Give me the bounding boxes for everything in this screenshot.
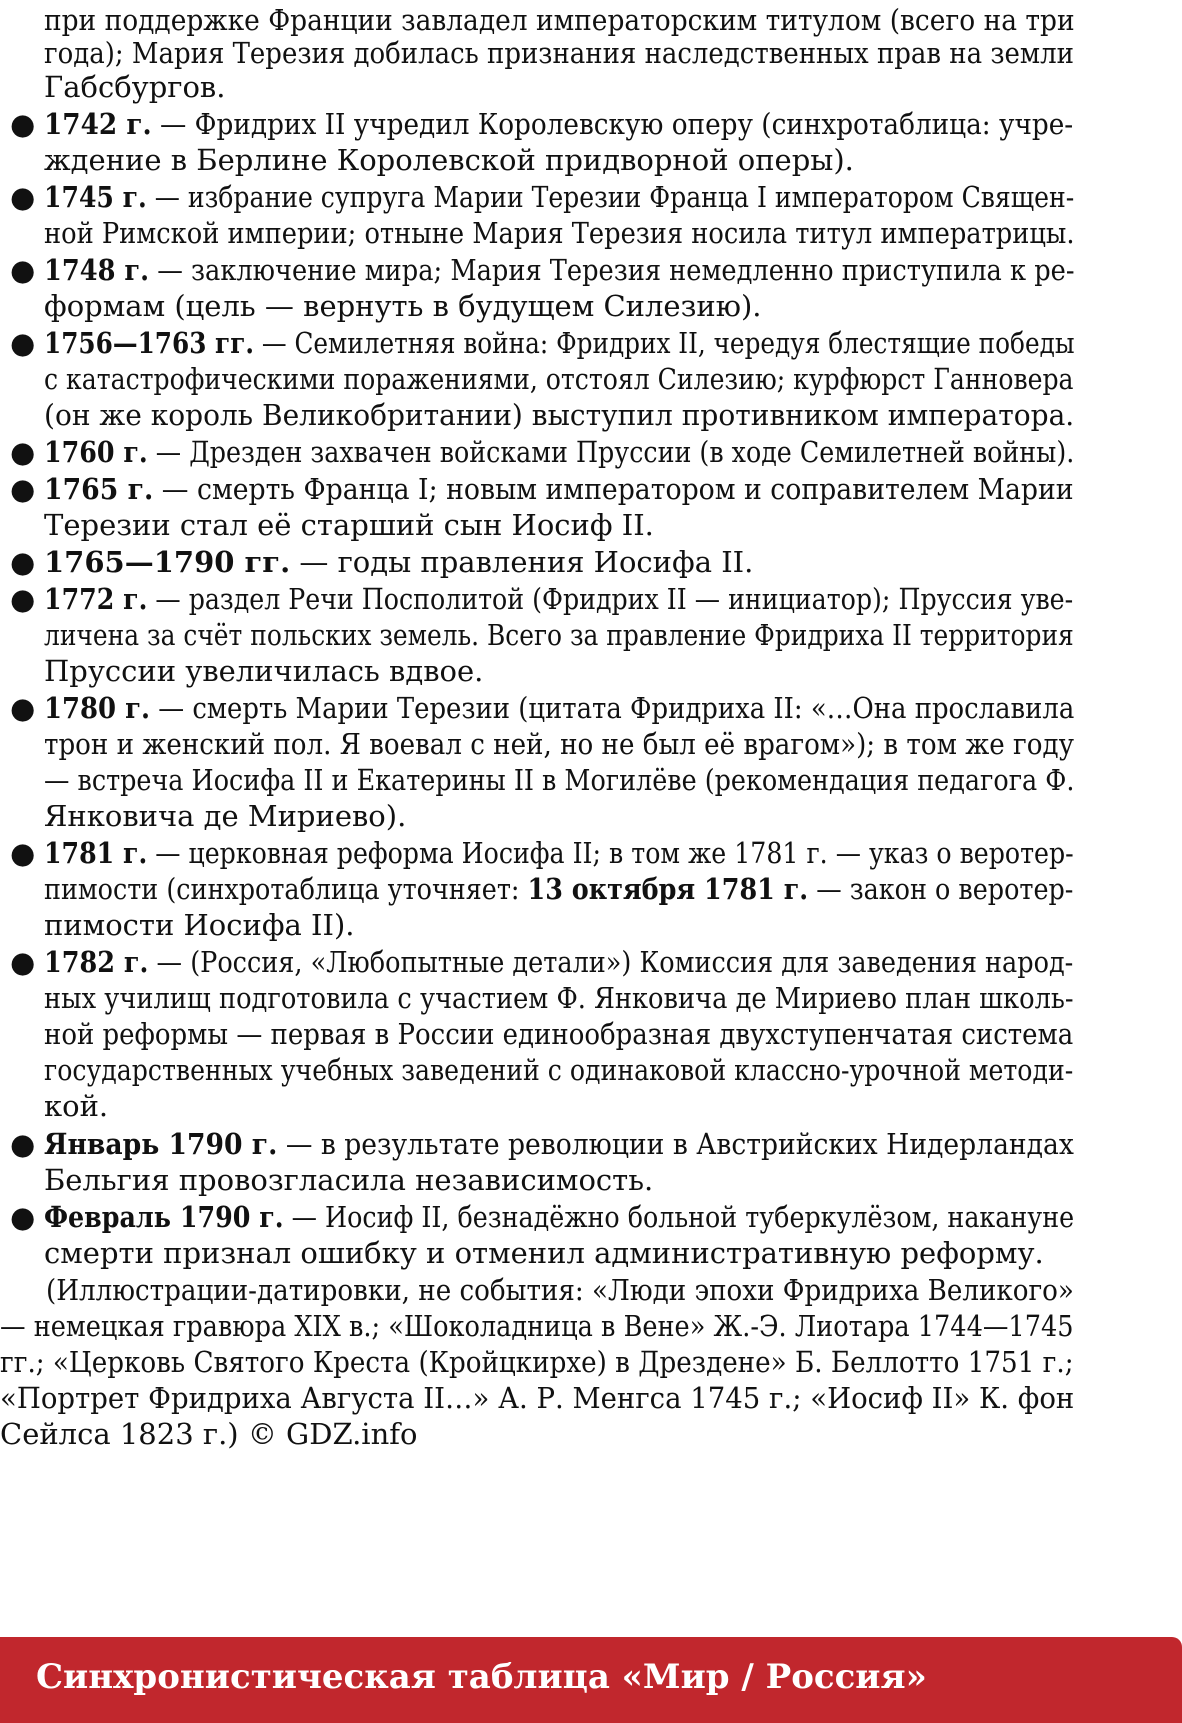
event-text: — Дрезден захвачен войсками Пруссии (в ходе Семилетней войны).	[155, 435, 1075, 469]
event-text: — закон о веротер-	[816, 872, 1074, 906]
event-1772-line	[44, 579, 1074, 619]
event-text: смерти признал ошибку и отменил административную реформу.	[44, 1236, 1044, 1270]
event-text: — избрание супруга Марии Терезии Франца I императором Священ-	[154, 180, 1075, 214]
event-text: — церковная реформа Иосифа II; в том же 1781 г. — указ о веротер-	[155, 836, 1074, 870]
note-line: «Портрет Фридриха Августа II…» А. Р. Менгса 1745 г.; «Иосиф II» К. фон	[0, 1381, 1075, 1415]
banner-title: Синхронистическая таблица «Мир / Россия»	[36, 1657, 927, 1697]
bullet-icon: ●	[10, 1127, 36, 1161]
event-text: — Иосиф II, безнадёжно больной туберкулёзом, накануне	[291, 1200, 1075, 1234]
event-text: — заключение мира; Мария Терезия немедленно приступила к ре-	[157, 253, 1075, 287]
event-text: личена за счёт польских земель. Всего за правление Фридриха II территория	[44, 618, 1074, 652]
bullet-icon: ●	[10, 107, 36, 141]
bullet-icon: ●	[10, 582, 36, 616]
intro-line: при поддержке Франции завладел императорским титулом (всего на три	[44, 3, 1075, 37]
event-1742-line	[44, 104, 1074, 144]
bullet-icon: ●	[10, 253, 36, 287]
event-text: государственных учебных заведений с одинаковой классно-урочной методи-	[44, 1053, 1074, 1087]
event-text: ной Римской империи; отныне Мария Терезия носила титул императрицы.	[44, 216, 1075, 250]
event-text: — Фридрих II учредил Королевскую оперу (синхротаблица: учре-	[160, 107, 1074, 141]
event-date: 1765—1790 гг.	[44, 545, 291, 579]
event-text: ной реформы — первая в России единообразная двухступенчатая система	[44, 1017, 1074, 1051]
note-line: гг.; «Церковь Святого Креста (Кройцкирхе) в Дрездене» Б. Беллотто 1751 г.;	[0, 1345, 1074, 1379]
event-date: Январь 1790 г.	[44, 1127, 278, 1161]
section-banner	[0, 1637, 1182, 1723]
event-text: формам (цель — вернуть в будущем Силезию).	[44, 289, 762, 323]
event-1765-1790-line	[44, 542, 753, 582]
event-1745-line	[44, 177, 1075, 217]
note-line: — немецкая гравюра XIX в.; «Шоколадница в Вене» Ж.-Э. Лиотара 1744—1745	[0, 1309, 1074, 1343]
intro-line: Габсбургов.	[44, 70, 226, 104]
event-date: 1760 г.	[44, 435, 148, 469]
event-jan-1790-line	[44, 1124, 1074, 1164]
event-date: 1782 г.	[44, 945, 149, 979]
event-text: — годы правления Иосифа II.	[299, 545, 754, 579]
event-date: Февраль 1790 г.	[44, 1200, 284, 1234]
event-bold-date: 13 октября 1781 г.	[527, 872, 809, 906]
event-1781-line	[44, 833, 1074, 873]
event-text: — встреча Иосифа II и Екатерины II в Могилёве (рекомендация педагога Ф.	[44, 763, 1075, 797]
bullet-icon: ●	[10, 945, 36, 979]
event-text: Бельгия провозгласила независимость.	[44, 1163, 654, 1197]
bullet-icon: ●	[10, 435, 36, 469]
event-date: 1742 г.	[44, 107, 152, 141]
event-1748-line	[44, 250, 1075, 290]
event-text: ных училищ подготовила с участием Ф. Янковича де Мириево план школь-	[44, 981, 1074, 1015]
event-text: — смерть Франца I; новым императором и соправителем Марии	[161, 472, 1074, 506]
event-1760-line	[44, 432, 1075, 472]
event-text-mixed	[44, 869, 1074, 909]
event-text: пимости (синхротаблица уточняет:	[44, 872, 520, 906]
event-1782-line	[44, 942, 1074, 982]
event-text: — (Россия, «Любопытные детали») Комиссия для заведения народ-	[156, 945, 1074, 979]
event-feb-1790-line	[44, 1197, 1075, 1237]
event-1780-line	[44, 688, 1075, 728]
event-text: — раздел Речи Посполитой (Фридрих II — инициатор); Пруссия уве-	[155, 582, 1074, 616]
bullet-icon: ●	[10, 836, 36, 870]
bullet-icon: ●	[10, 691, 36, 725]
note-line: Сейлса 1823 г.) © GDZ.info	[0, 1417, 418, 1451]
intro-line: года); Мария Терезия добилась признания наследственных прав на земли	[44, 36, 1074, 70]
event-text: кой.	[44, 1089, 109, 1123]
bullet-icon: ●	[10, 180, 36, 214]
event-date: 1781 г.	[44, 836, 148, 870]
event-date: 1780 г.	[44, 691, 150, 725]
event-text: с катастрофическими поражениями, отстоял Силезию; курфюрст Ганновера	[44, 362, 1074, 396]
event-date: 1756—1763 гг.	[44, 326, 254, 360]
event-text: Пруссии увеличилась вдвое.	[44, 654, 484, 688]
event-text: Янковича де Мириево).	[44, 799, 407, 833]
event-1756-line	[44, 323, 1075, 363]
event-text: ждение в Берлине Королевской придворной оперы).	[44, 143, 854, 177]
bullet-icon: ●	[10, 472, 36, 506]
event-text: трон и женский пол. Я воевал с ней, но не был её врагом»); в том же году	[44, 727, 1074, 761]
event-date: 1772 г.	[44, 582, 148, 616]
event-text: (он же король Великобритании) выступил противником императора.	[44, 398, 1075, 432]
note-line: (Иллюстрации-датировки, не события: «Люди эпохи Фридриха Великого»	[46, 1273, 1074, 1307]
event-date: 1748 г.	[44, 253, 150, 287]
event-text: — Семилетняя война: Фридрих II, чередуя блестящие победы	[261, 326, 1075, 360]
bullet-icon: ●	[10, 326, 36, 360]
event-text: Терезии стал её старший сын Иосиф II.	[44, 508, 654, 542]
event-text: — смерть Марии Терезии (цитата Фридриха II: «…Она прославила	[158, 691, 1075, 725]
bullet-icon: ●	[10, 545, 36, 579]
event-text: пимости Иосифа II).	[44, 908, 355, 942]
event-text: — в результате революции в Австрийских Нидерландах	[285, 1127, 1074, 1161]
event-date: 1765 г.	[44, 472, 154, 506]
bullet-icon: ●	[10, 1200, 36, 1234]
event-date: 1745 г.	[44, 180, 147, 214]
event-1765-line	[44, 469, 1074, 509]
